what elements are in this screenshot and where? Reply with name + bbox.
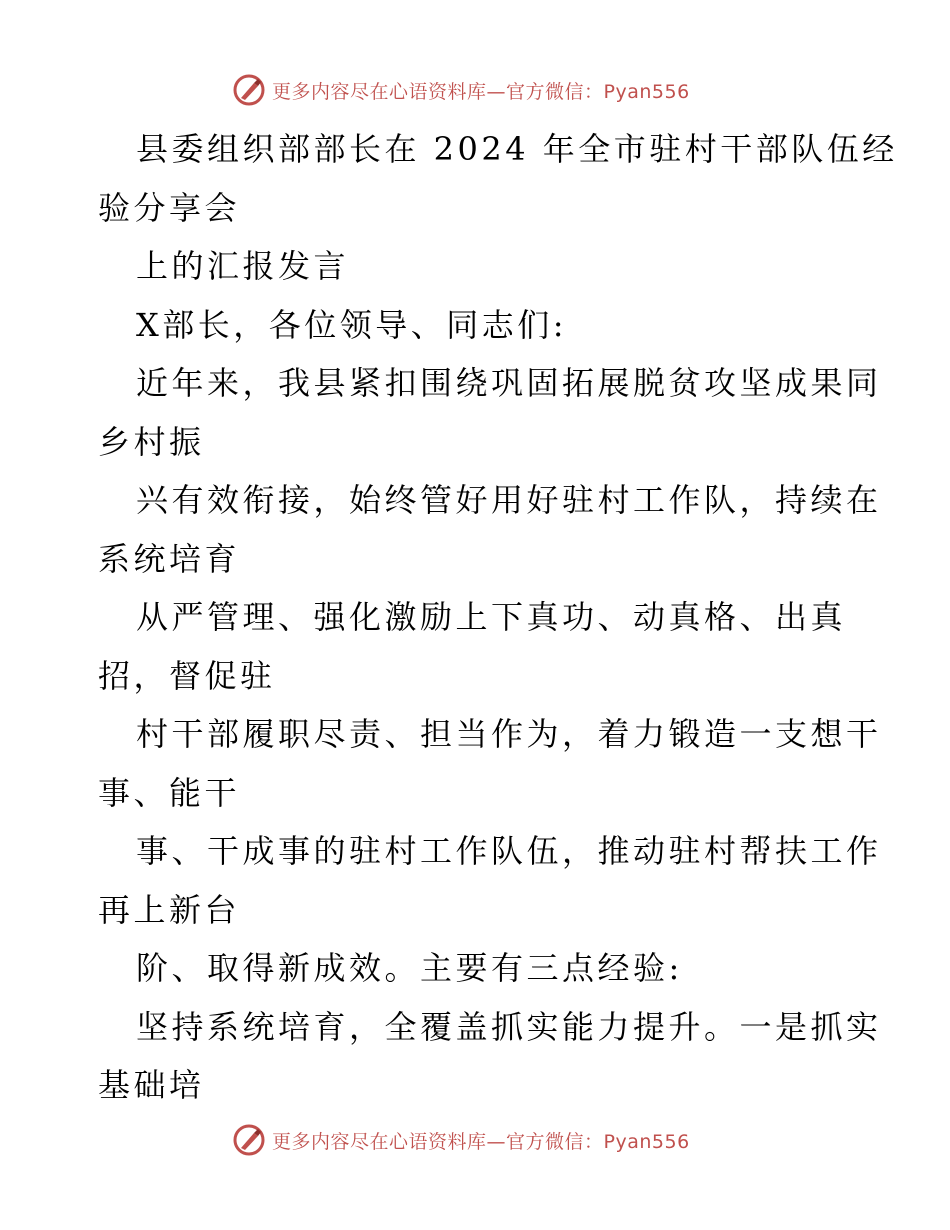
text-line: 阶、取得新成效。主要有三点经验:	[136, 949, 683, 987]
speech-body	[98, 120, 898, 1115]
text-line: 兴有效衔接，始终管好用好驻村工作队，持续在	[136, 481, 882, 519]
text-line: 坚持系统培育，全覆盖抓实能力提升。一是抓实	[136, 1007, 882, 1046]
text-line: 事、能干	[98, 773, 241, 812]
banner-text: 更多内容尽在心语资料库—官方微信：Pyan556	[272, 80, 690, 103]
text-line: 招，督促驻	[98, 656, 276, 695]
text-line: 近年来，我县紧扣围绕巩固拓展脱贫攻坚成果同	[136, 364, 882, 402]
text-line: 基础培	[98, 1066, 205, 1104]
pen-logo-icon	[232, 1123, 266, 1157]
text-line: 系统培育	[98, 539, 241, 578]
text-line: 县委组织部部长在 2024 年全市驻村干部队伍经	[136, 130, 898, 168]
banner-text: 更多内容尽在心语资料库—官方微信：Pyan556	[272, 1130, 690, 1153]
text-line: 从严管理、强化激励上下真功、动真格、出真	[136, 598, 847, 636]
text-line: 再上新台	[98, 890, 241, 929]
text-line: 验分享会	[98, 188, 241, 227]
text-line: 乡村振	[98, 422, 205, 461]
footer-banner	[232, 1122, 690, 1158]
text-line: X部长，各位领导、同志们:	[136, 305, 568, 344]
text-line: 村干部履职尽责、担当作为，着力锻造一支想干	[136, 715, 882, 753]
pen-logo-icon	[232, 73, 266, 107]
header-banner	[232, 72, 690, 108]
text-line: 事、干成事的驻村工作队伍，推动驻村帮扶工作	[136, 832, 882, 870]
text-line: 上的汇报发言	[136, 247, 350, 285]
